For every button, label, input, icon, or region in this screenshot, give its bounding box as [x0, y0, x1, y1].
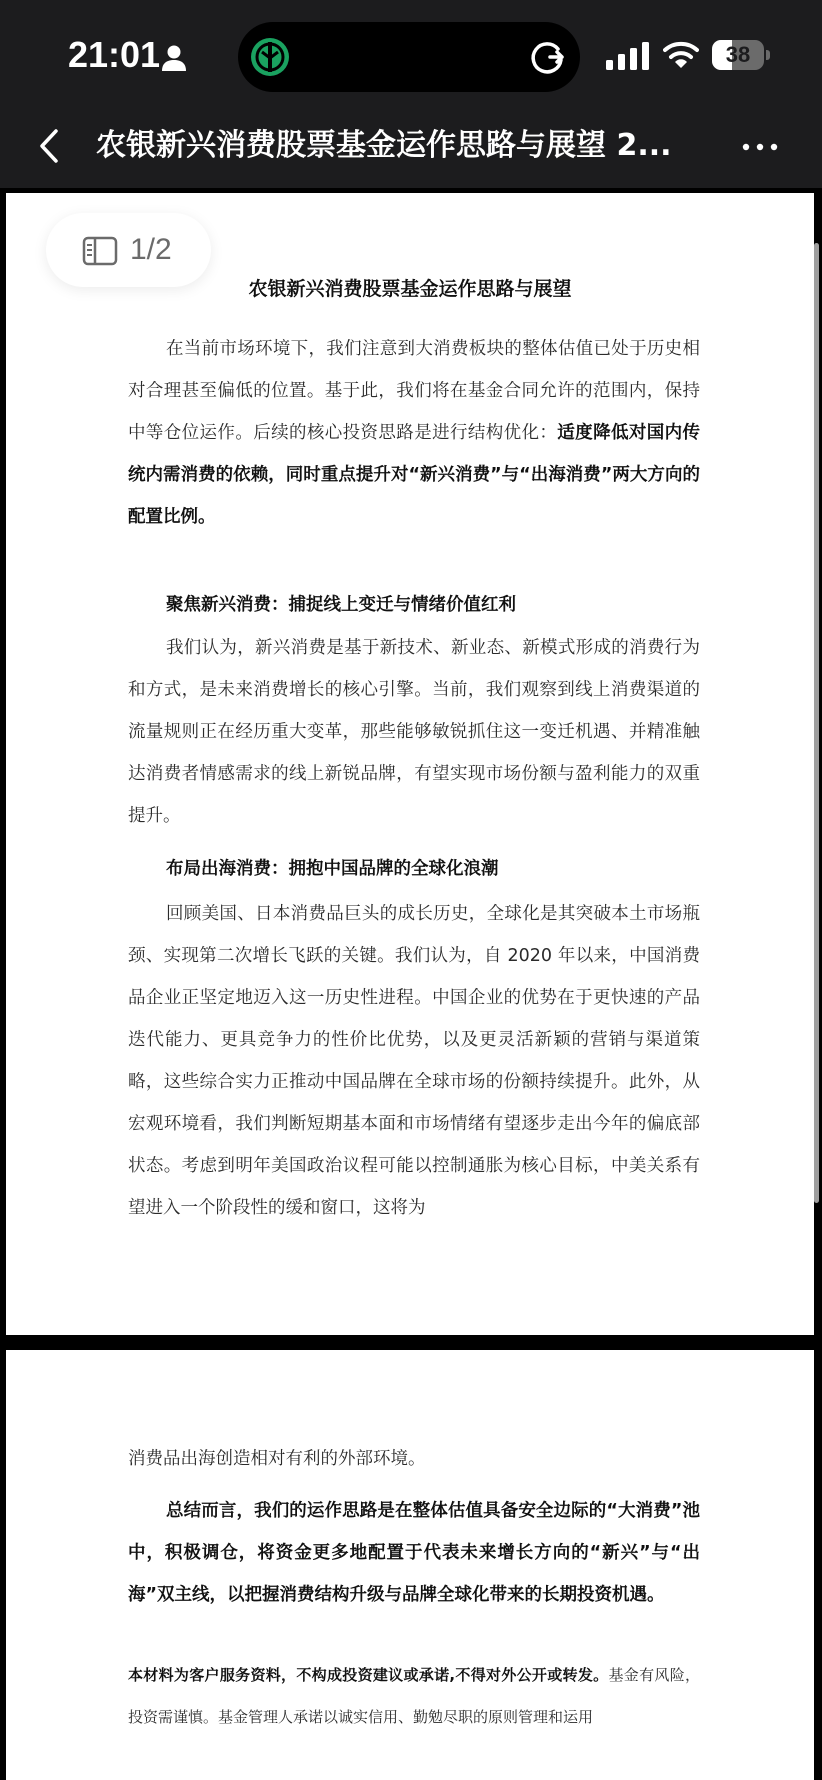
scrollbar[interactable]	[814, 243, 819, 1203]
paragraph-emerging: 我们认为，新兴消费是基于新技术、新业态、新模式形成的消费行为和方式，是未来消费增长的核心引擎。当前，我们观察到线上消费渠道的流量规则正在经历重大变革，那些能够敏锐抓住这一变迁机遇、并精准触达消费者情感需求的线上新锐品牌，有望实现市场份额与盈利能力的双重提升。	[128, 638, 700, 826]
disclaimer-text: 基金有风险，投资需谨慎。基金管理人承诺以诚实信用、勤勉尽职的原则管理和运用	[128, 1666, 700, 1726]
status-time: 21:01	[68, 34, 161, 75]
page-heading: 农银新兴消费股票基金运作思路与展望	[248, 278, 572, 300]
paragraph-continuation: 消费品出海创造相对有利的外部环境。	[128, 1449, 426, 1469]
document-viewer[interactable]	[0, 188, 822, 1780]
document-page-2	[6, 1350, 814, 1780]
agricultural-bank-icon	[249, 36, 291, 78]
disclaimer-bold: 本材料为客户服务资料，不构成投资建议或承诺,不得对外公开或转发。	[128, 1666, 609, 1684]
more-horizontal-icon[interactable]	[738, 125, 782, 169]
paragraph-overseas: 回顾美国、日本消费品巨头的成长历史，全球化是其突破本土市场瓶颈、实现第二次增长飞跃的关键。我们认为，自 2020 年以来，中国消费品企业正坚定地迈入这一历史性进程。中国企业的优势在于更快速的产品迭代能力、更具竞争力的性价比优势，以及更灵活新颖的营销与渠道策略，这些综合实力正推动中国品牌在全球市场的份额持续提升。此外，从宏观环境看，我们判断短期基本面和市场情绪有望逐步走出今年的偏底部状态。考虑到明年美国政治议程可能以控制通胀为核心目标，中美关系有望进入一个阶段性的缓和窗口，这将为	[128, 904, 700, 1218]
document-title: 农银新兴消费股票基金运作思路与展望 2...	[96, 128, 672, 163]
paragraph-summary: 总结而言，我们的运作思路是在整体估值具备安全边际的“大消费”池中，积极调仓，将资金更多地配置于代表未来增长方向的“新兴”与“出海”双主线，以把握消费结构升级与品牌全球化带来的长期投资机遇。	[128, 1501, 700, 1605]
screen-rotation-icon	[528, 38, 566, 76]
battery-level: 38	[725, 42, 751, 67]
wifi-icon	[663, 40, 699, 70]
page-count: 1/2	[130, 233, 172, 266]
section-heading-emerging: 聚焦新兴消费：捕捉线上变迁与情绪价值红利	[166, 595, 516, 615]
chevron-left-icon[interactable]	[30, 123, 74, 169]
document-page-1	[6, 193, 814, 1335]
section-heading-overseas: 布局出海消费：拥抱中国品牌的全球化浪潮	[166, 859, 499, 879]
nav-bar	[0, 105, 822, 188]
cellular-signal-icon	[606, 42, 650, 70]
sidebar-icon	[82, 236, 118, 266]
person-icon	[161, 44, 187, 72]
paragraph-intro	[128, 328, 700, 538]
paragraph-intro-bold: 适度降低对国内传统内需消费的依赖，同时重点提升对“新兴消费”与“出海消费”两大方向的配置比例。	[128, 423, 701, 527]
paragraph-intro-text: 在当前市场环境下，我们注意到大消费板块的整体估值已处于历史相对合理甚至偏低的位置。基于此，我们将在基金合同允许的范围内，保持中等仓位运作。后续的核心投资思路是进行结构优化：	[128, 339, 700, 443]
battery-icon	[712, 40, 770, 70]
disclaimer	[128, 1654, 700, 1738]
status-bar	[0, 0, 822, 105]
